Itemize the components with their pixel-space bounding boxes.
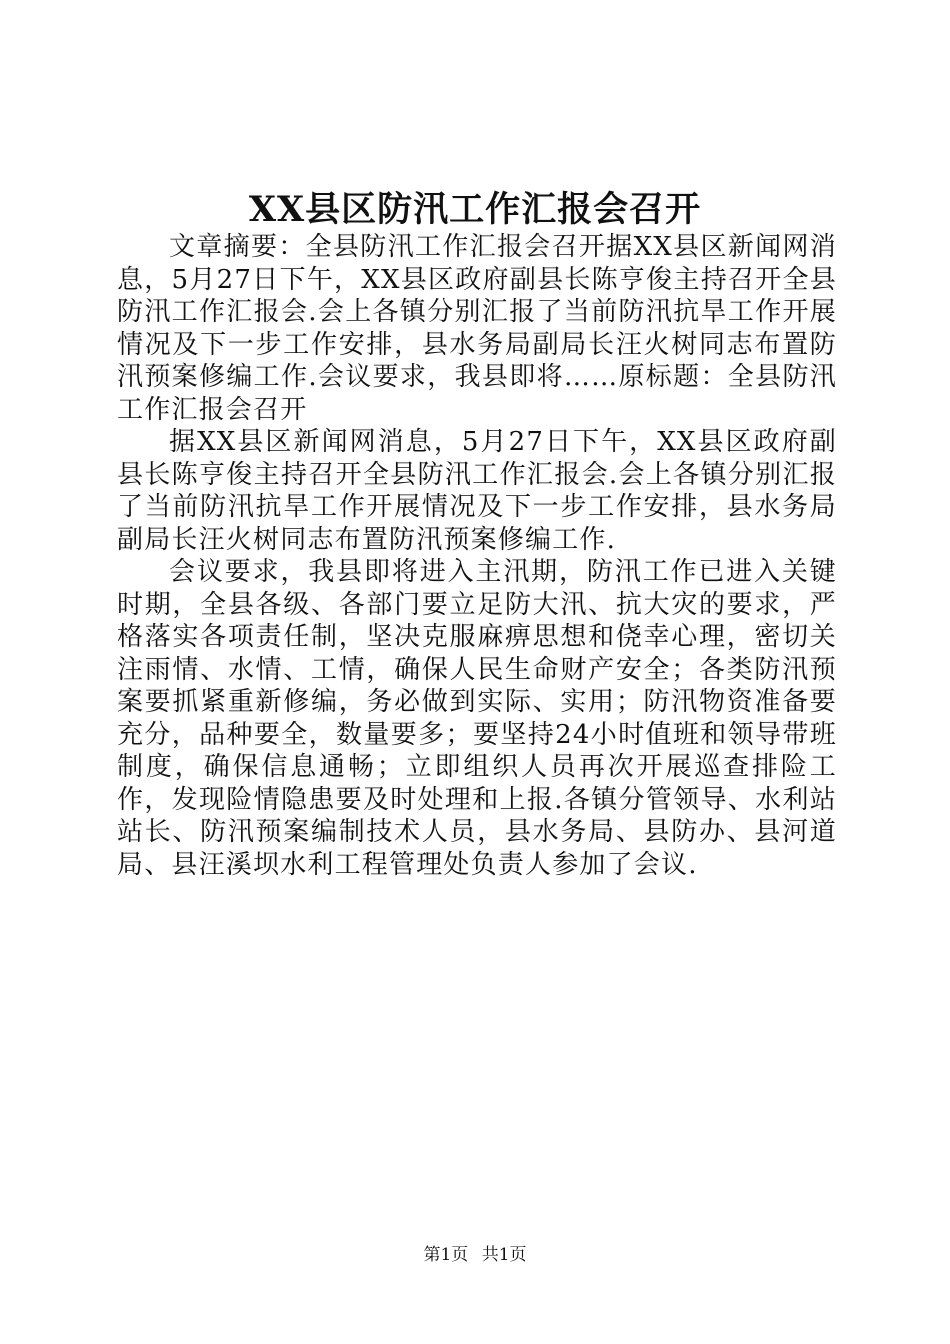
document-body [117, 231, 837, 881]
requirements-paragraph: 会议要求，我县即将进入主汛期，防汛工作已进入关键时期，全县各级、各部门要立足防大汛、抗大灾的要求，严格落实各项责任制，坚决克服麻痹思想和侥幸心理，密切关注雨情、水情、工情，确保人民生命财产安全；各类防汛预案要抓紧重新修编，务必做到实际、实用；防汛物资准备要充分，品种要全，数量要多；要坚持24小时值班和领导带班制度，确保信息通畅；立即组织人员再次开展巡查排险工作，发现险情隐患要及时处理和上报.各镇分管领导、水利站站长、防汛预案编制技术人员，县水务局、县防办、县河道局、县汪溪坝水利工程管理处负责人参加了会议. [117, 557, 837, 880]
document-title: XX县区防汛工作汇报会召开 [248, 189, 702, 230]
page-total: 共1页 [481, 1245, 527, 1265]
page-footer [0, 1243, 950, 1267]
abstract-paragraph: 文章摘要：全县防汛工作汇报会召开据XX县区新闻网消息，5月27日下午，XX县区政府副县长陈亨俊主持召开全县防汛工作汇报会.会上各镇分别汇报了当前防汛抗旱工作开展情况及下一步工作安排，县水务局副局长汪火树同志布置防汛预案修编工作.会议要求，我县即将……原标题：全县防汛工作汇报会召开 [117, 232, 837, 425]
page-number: 第1页 [423, 1245, 469, 1265]
news-paragraph: 据XX县区新闻网消息，5月27日下午，XX县区政府副县长陈亨俊主持召开全县防汛工作汇报会.会上各镇分别汇报了当前防汛抗旱工作开展情况及下一步工作安排，县水务局副局长汪火树同志布置防汛预案修编工作. [117, 427, 837, 555]
